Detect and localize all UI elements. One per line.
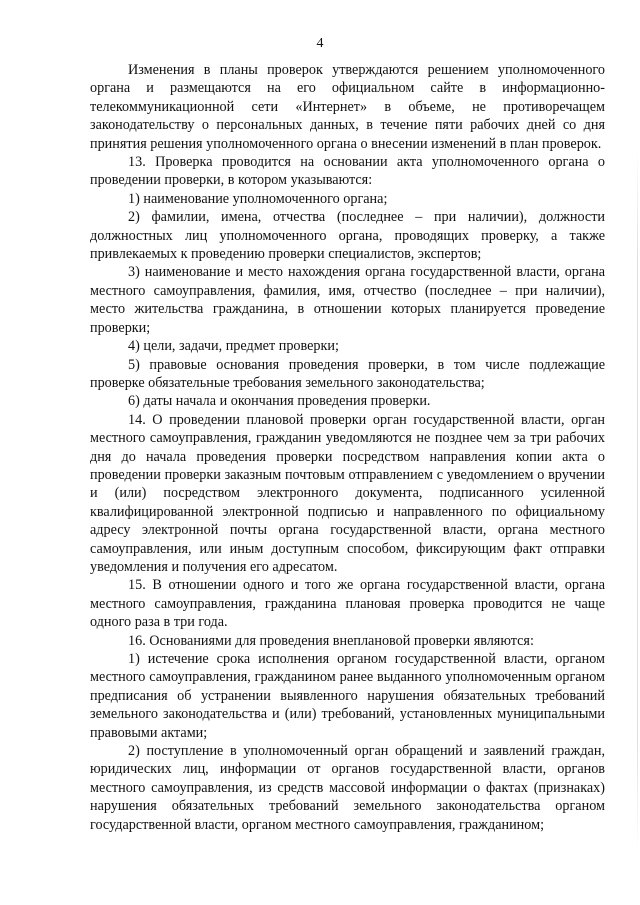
paragraph-item-13-4: 4) цели, задачи, предмет проверки; bbox=[128, 338, 339, 355]
paragraph-item-16-1: 1) истечение срока исполнения органом государственной власти, органом местного самоуправления, гражданином ранее выданного уполномоченным органом предписания об устранении выявленного нарушения обязательных требований земельного законодательства и (или) требований, установленных муниципальными правовыми актами; bbox=[90, 651, 605, 741]
paragraph-plan-changes: Изменения в планы проверок утверждаются решением уполномоченного органа и размещаются на его официальном сайте в информационно-телекоммуникационной сети «Интернет» в объеме, не противоречащем законодательству о персональных данных, в течение пяти рабочих дней со дня принятия решения уполномоченного органа о внесении изменений в план проверок. bbox=[90, 62, 605, 152]
paragraph-item-13-5: 5) правовые основания проведения проверки, в том числе подлежащие проверке обязательные требования земельного законодательства; bbox=[90, 356, 605, 391]
paragraph-item-16: 16. Основаниями для проведения внеплановой проверки являются: bbox=[128, 632, 534, 649]
paragraph-item-13-2: 2) фамилии, имена, отчества (последнее – при наличии), должности должностных лиц уполномоченного органа, проводящих проверку, а также привлекаемых к проведению проверки специалистов, экспертов; bbox=[90, 209, 605, 263]
paragraph-item-15: 15. В отношении одного и того же органа государственной власти, органа местного самоуправления, гражданина плановая проверка проводится не чаще одного раза в три года. bbox=[90, 577, 605, 631]
paragraph-item-13-3: 3) наименование и место нахождения органа государственной власти, органа местного самоуправления, фамилия, имя, отчество (последнее – при наличии), место жительства гражданина, в отношении которых планируется проведение проверки; bbox=[90, 264, 605, 336]
paragraph-item-13-6: 6) даты начала и окончания проведения проверки. bbox=[128, 393, 431, 410]
paragraph-item-14: 14. О проведении плановой проверки орган государственной власти, орган местного самоуправления, гражданин уведомляются не позднее чем за три рабочих дня до начала проведения проверки посредством направления копии акта о проведении проверки заказным почтовым отправлением с уведомлением о вручении и (или) посредством электронного документа, подписанного усиленной квалифицированной электронной подписью и направленного по официальному адресу электронной почты органа государственной власти, органа местного самоуправления, или иным доступным способом, фиксирующим факт отправки уведомления и получения его адресатом. bbox=[90, 411, 605, 575]
paragraph-item-13: 13. Проверка проводится на основании акта уполномоченного органа о проведении проверки, в котором указываются: bbox=[90, 154, 605, 189]
scan-edge-line bbox=[637, 150, 638, 850]
page-number: 4 bbox=[316, 36, 324, 51]
paragraph-item-16-2: 2) поступление в уполномоченный орган обращений и заявлений граждан, юридических лиц, информации от органов государственной власти, органов местного самоуправления, из средств массовой информации о фактах (признаках) нарушения обязательных требований земельного законодательства органом государственной власти, органом местного самоуправления, гражданином; bbox=[90, 743, 605, 833]
paragraph-item-13-1: 1) наименование уполномоченного органа; bbox=[128, 190, 388, 207]
document-body bbox=[90, 61, 605, 834]
